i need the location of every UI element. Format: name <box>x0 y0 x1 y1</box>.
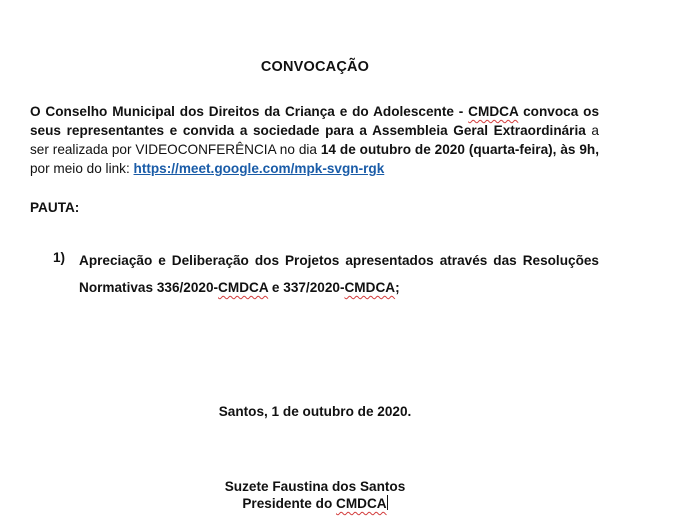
agenda-acronym-1: CMDCA <box>218 280 269 295</box>
agenda-text-a: Apreciação e Deliberação dos Projetos apresentados através das Resoluções Normativas 336/2020- <box>79 253 599 295</box>
intro-part4: por meio do link: <box>30 161 134 176</box>
intro-part3: a ser realizada por VIDEOCONFERÊNCIA no dia <box>30 123 599 157</box>
intro-date: 14 de outubro de 2020 (quarta-feira), às 9h, <box>320 142 599 157</box>
intro-part1: O Conselho Municipal dos Direitos da Criança e do Adolescente - <box>30 104 469 119</box>
agenda-text-c: ; <box>395 280 400 295</box>
agenda-acronym-2: CMDCA <box>344 280 396 295</box>
meeting-link[interactable]: https://meet.google.com/mpk-svgn-rgk <box>133 161 385 176</box>
agenda-item-text <box>79 247 599 301</box>
text-cursor <box>387 495 388 510</box>
pauta-label: PAUTA: <box>30 200 80 215</box>
agenda-text-b: e 337/2020- <box>268 280 345 295</box>
signature-name: Suzete Faustina dos Santos <box>224 479 406 494</box>
intro-part2: convoca os seus representantes e convida a sociedade para a Assembleia Geral <box>30 104 599 138</box>
intro-org-acronym: CMDCA <box>468 104 519 119</box>
intro-extraordinaria: Extraordinária <box>493 123 586 138</box>
agenda-item-number: 1) <box>53 250 66 265</box>
signature-block <box>0 478 630 512</box>
document-title: CONVOCAÇÃO <box>260 59 370 75</box>
signature-role-acronym: CMDCA <box>336 496 387 511</box>
signature-role-prefix: Presidente do <box>242 496 337 511</box>
signature-role <box>0 495 630 512</box>
intro-paragraph <box>30 102 599 178</box>
place-date: Santos, 1 de outubro de 2020. <box>218 404 412 419</box>
